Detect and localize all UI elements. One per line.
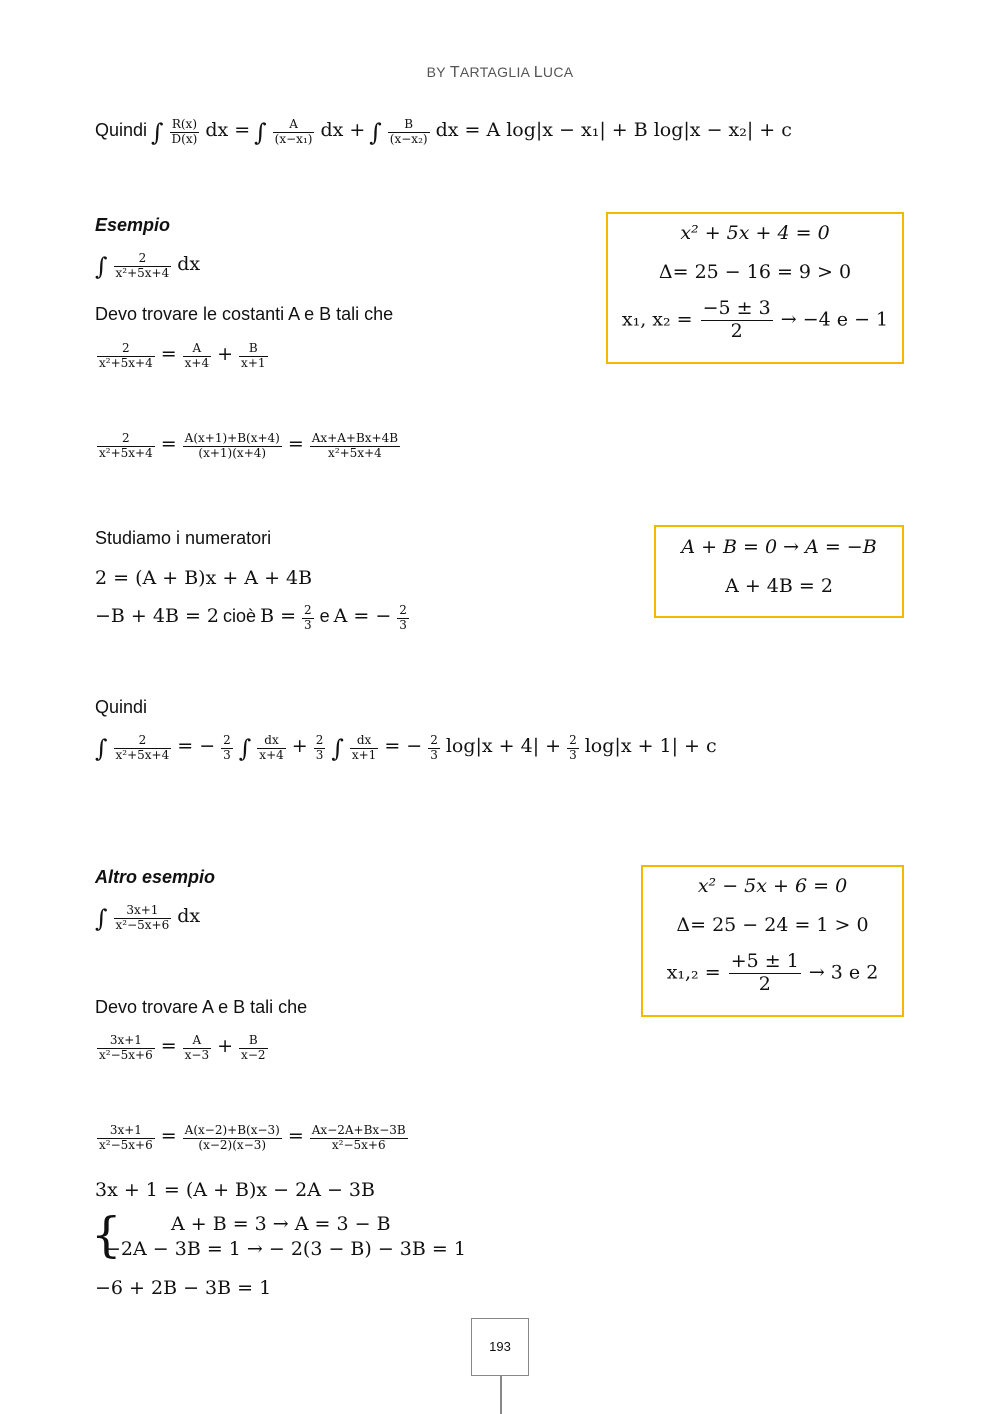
example1-integral xyxy=(95,252,200,281)
example1-result xyxy=(95,734,717,763)
header-by: BY xyxy=(426,64,446,80)
formula-text: dx xyxy=(177,904,201,927)
intro-formula xyxy=(95,118,792,147)
fraction: $\frac{2}{\text{x²+5x+4}}$ xyxy=(99,341,153,370)
system-row-1: A + B = 3 → A = 3 − B xyxy=(171,1213,391,1235)
box3-delta: Δ= 25 − 24 = 1 > 0 xyxy=(676,914,869,936)
fraction: $\frac{3x+1}{\text{x²−5x+6}}$ xyxy=(115,903,170,932)
integral-sign: ∫ xyxy=(254,118,267,147)
fraction: $\frac{B}{x+1}$ xyxy=(241,341,266,370)
fraction: $\frac{3x+1}{\text{x²−5x+6}}$ xyxy=(99,1033,153,1062)
fraction: $\frac{2}{3}$ xyxy=(430,733,438,762)
fraction: $\frac{2}{3}$ xyxy=(223,733,231,762)
formula-text: + xyxy=(217,342,234,365)
system-row-2: −2A − 3B = 1 → − 2(3 − B) − 3B = 1 xyxy=(105,1238,466,1260)
fraction: $\frac{dx}{x+4}$ xyxy=(259,733,284,762)
header-author-first-initial: T xyxy=(449,64,460,81)
example1-equation-1 xyxy=(95,342,270,371)
formula-text: x₁, x₂ = xyxy=(621,308,693,331)
integral-sign: ∫ xyxy=(331,734,344,763)
example-title: Esempio xyxy=(95,215,171,235)
formula-text: + xyxy=(291,734,308,757)
formula-text: = − xyxy=(177,734,216,757)
formula-word: cioè xyxy=(223,605,257,626)
example2-text: Devo trovare A e B tali che xyxy=(95,997,308,1017)
fraction: $\frac{B}{\text{(x−x₂)}}$ xyxy=(389,117,428,146)
example1-solution xyxy=(95,604,411,633)
page-header xyxy=(0,64,1000,82)
fraction: $\frac{2}{\text{x²+5x+4}}$ xyxy=(115,251,170,280)
formula-text: → −4 e − 1 xyxy=(780,308,889,331)
numerators-heading: Studiamo i numeratori xyxy=(95,528,272,548)
box2-line-1: A + B = 0 → A = −B xyxy=(681,536,877,558)
formula-text: + xyxy=(217,1034,234,1057)
formula-text: = xyxy=(160,432,177,455)
example2-numerator-equation: 3x + 1 = (A + B)x − 2A − 3B xyxy=(95,1179,375,1201)
box3-roots xyxy=(643,951,902,996)
fraction: $\frac{A}{x+4}$ xyxy=(184,341,210,370)
formula-text: = xyxy=(160,1034,177,1057)
formula-text: dx = A log|x − x₁| + B log|x − x₂| + c xyxy=(435,118,792,141)
fraction: $\frac{A}{\text{(x−x₁)}}$ xyxy=(274,117,313,146)
box1-delta: Δ= 25 − 16 = 9 > 0 xyxy=(658,261,852,283)
example1-numerator-equation: 2 = (A + B)x + A + 4B xyxy=(95,567,313,589)
box1-equation: x² + 5x + 4 = 0 xyxy=(680,222,830,244)
integral-sign: ∫ xyxy=(369,118,382,147)
formula-text: = xyxy=(287,1124,304,1147)
fraction: $\frac{-5 \pm 3}{2}$ xyxy=(702,297,771,342)
integral-sign: ∫ xyxy=(95,734,108,763)
fraction: $\frac{2}{\text{x²+5x+4}}$ xyxy=(99,431,153,460)
example2-integral xyxy=(95,904,200,933)
formula-text: = − xyxy=(384,734,423,757)
fraction: $\frac{2}{\text{x²+5x+4}}$ xyxy=(115,733,170,762)
example1-text: Devo trovare le costanti A e B tali che xyxy=(95,304,394,324)
example2-equation-1 xyxy=(95,1034,270,1063)
formula-text: B = xyxy=(260,604,296,627)
box3-equation: x² − 5x + 6 = 0 xyxy=(697,875,848,897)
system-box xyxy=(654,525,904,618)
integral-sign: ∫ xyxy=(151,118,164,147)
formula-text: dx = xyxy=(205,118,251,141)
formula-text: dx xyxy=(177,252,201,275)
formula-text: = xyxy=(287,432,304,455)
quindi-label: Quindi xyxy=(95,697,148,717)
fraction: $\frac{2}{3}$ xyxy=(315,733,324,762)
fraction: $\frac{Ax-2A+Bx-3B}{\text{x²−5x+6}}$ xyxy=(311,1123,406,1152)
integral-sign: ∫ xyxy=(95,904,108,933)
formula-text: = xyxy=(160,1124,177,1147)
formula-text: = xyxy=(160,342,177,365)
fraction: $\frac{A}{x-3}$ xyxy=(184,1033,210,1062)
fraction: $\frac{R(x)}{D(x)}$ xyxy=(171,117,198,146)
example2-final-equation: −6 + 2B − 3B = 1 xyxy=(95,1277,272,1299)
fraction: $\frac{A(x+1)+B(x+4)}{(x+1)(x+4)}$ xyxy=(184,431,280,460)
fraction: $\frac{A(x-2)+B(x-3)}{(x-2)(x-3)}$ xyxy=(184,1123,280,1152)
header-author-last-rest: UCA xyxy=(542,64,574,80)
discriminant-box-2 xyxy=(641,865,904,1017)
example-title: Altro esempio xyxy=(95,867,216,887)
fraction: $\frac{3x+1}{\text{x²−5x+6}}$ xyxy=(99,1123,153,1152)
brace-symbol: { xyxy=(91,1207,122,1263)
page-number-line xyxy=(500,1375,502,1414)
fraction: $\frac{2}{3}$ xyxy=(399,603,407,632)
fraction: $\frac{2}{3}$ xyxy=(303,603,312,632)
fraction: $\frac{dx}{x+1}$ xyxy=(351,733,377,762)
formula-text: −B + 4B = 2 xyxy=(95,604,220,627)
discriminant-box-1 xyxy=(606,212,904,364)
formula-word: e xyxy=(319,605,330,626)
box1-roots xyxy=(608,298,902,343)
fraction: $\frac{Ax+A+Bx+4B}{\text{x²+5x+4}}$ xyxy=(311,431,399,460)
page-number: 193 xyxy=(471,1318,529,1376)
fraction: $\frac{+5 \pm 1}{2}$ xyxy=(730,950,799,995)
fraction: $\frac{B}{x-2}$ xyxy=(241,1033,266,1062)
formula-text: log|x + 4| + xyxy=(445,734,562,757)
header-author-last-initial: L xyxy=(533,64,543,81)
formula-text: x₁,₂ = xyxy=(666,961,721,984)
header-author-first-rest: ARTAGLIA xyxy=(459,64,530,80)
integral-sign: ∫ xyxy=(238,734,252,763)
box2-line-2: A + 4B = 2 xyxy=(725,575,833,597)
example2-equation-2 xyxy=(95,1124,410,1153)
formula-text: log|x + 1| + c xyxy=(584,734,717,757)
intro-quindi: Quindi xyxy=(95,119,148,140)
example1-equation-2 xyxy=(95,432,402,461)
formula-text: A = − xyxy=(333,604,392,627)
integral-sign: ∫ xyxy=(95,252,108,281)
formula-text: dx + xyxy=(320,118,366,141)
formula-text: → 3 e 2 xyxy=(808,961,879,984)
fraction: $\frac{2}{3}$ xyxy=(569,733,577,762)
